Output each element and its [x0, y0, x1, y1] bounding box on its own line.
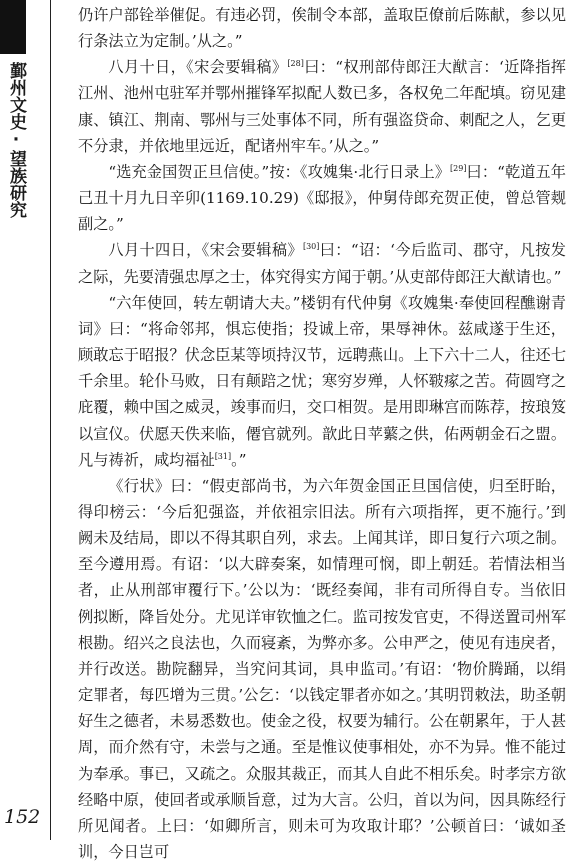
- footnote-ref: [30]: [302, 242, 320, 252]
- paragraph: [78, 54, 566, 159]
- paragraph: [78, 159, 566, 237]
- paragraph-text: “六年使回，转左朝请大夫。”楼钥有代仲舅《攻媿集·奉使回程醮谢青词》曰：“将命邻邦，惧忘使指；投诚上帝，果辱神休。兹咸遂于生还，顾敢忘于昭报？伏念臣某等顷持汉节，远聘燕山。上下六十二人，往还七千余里。轮仆马败，日有颠踣之忧；寒穷岁殚，人怀皲瘃之苦。荷圆穹之庇覆，赖中国之威灵，竣事而归，交口相贺。是用即琳宫而陈荐，按琅笈以宣仪。伏愿天佚来临，僊官就列。歆此日苹蘩之供，佑两朝金石之盟。凡与祷祈，咸均福祉: [78, 293, 566, 469]
- paragraph: [78, 237, 566, 289]
- paragraph-text: 。”: [231, 450, 247, 469]
- body-text: [78, 2, 566, 865]
- page-number: 152: [4, 806, 41, 828]
- paragraph-text: 八月十日，《宋会要辑稿》: [108, 58, 288, 77]
- running-title: 鄞州文史·望族研究: [6, 62, 26, 218]
- paragraph-text: “选充金国贺正旦信使。”按：《攻媿集·北行日录上》: [108, 162, 451, 181]
- paragraph-text: 曰：“诏：‘今后监司、郡守，凡按发之际，先要清强忠厚之士，体究得实方闻于朝。’从吏部侍郎汪大猷请也。”: [78, 241, 566, 286]
- footnote-ref: [31]: [214, 451, 232, 461]
- footnote-ref: [28]: [287, 59, 304, 69]
- paragraph: [78, 473, 566, 865]
- paragraph-text: 仍许户部铨举催促。有违必罚，俟制令本部，盖取臣僚前后陈献，参以见行条法立为定制。’从之。”: [78, 6, 566, 51]
- paragraph-text: 曰：“乾道五年己丑十月九日辛卯(1169.10.29)《邸报》，仲舅侍郎充贺正使，曾总管觌副之。”: [78, 162, 566, 234]
- sidebar: [0, 0, 51, 840]
- black-tab-marker: [0, 0, 26, 54]
- footnote-ref: [29]: [450, 163, 467, 173]
- paragraph: [78, 2, 566, 54]
- paragraph-text: 八月十四日，《宋会要辑稿》: [108, 241, 303, 260]
- paragraph-text: 曰：“权刑部侍郎汪大猷言：‘近降指挥江州、池州屯驻军并鄂州摧锋军拟配人数已多，各权免二年配填。窃见建康、镇江、荆南、鄂州与三处事体不同，所有强盗贷命、刺配之人，乞更不分隶，并依地里远近，配诸州牢车。’从之。”: [78, 58, 566, 155]
- paragraph: [78, 290, 566, 473]
- paragraph-text: 《行状》曰：“假吏部尚书，为六年贺金国正旦国信使，归至盱眙，得印榜云：‘今后犯强盗，并依祖宗旧法。所有六项指挥，更不施行。’到阙未及结局，即以不得其职自列，求去。上闻其详，即日复行六项之制。至今遵用焉。有诏：‘以大辟奏案，如情理可悯，即上朝廷。若情法相当者，止从刑部审覆行下。’公以为：‘既经奏闻，非有司所得自专。当依旧例拟断，降旨处分。尤见详审钦恤之仁。监司按发官吏，不得送置司州军根勘。绍兴之良法也，久而寝紊，为弊亦多。公申严之，使见有违戾者，并行改送。勘院翻异，当究问其词，具申监司。’有诏：‘物价腾踊，以绢定罪者，每匹增为三贯。’公乞：‘以钱定罪者亦如之。’其明罚敕法，助圣朝好生之德者，未易悉数也。使金之役，权要为辅行。公在朝累年，于人甚周，而介然有守，未尝与之通。至是惟议使事相处，亦不为异。惟不能过为奉承。事已，又疏之。众服其裁正，而其人自此不相乐矣。时孝宗方欲经略中原，使回者或承顺旨意，过为大言。公归，首以为问，因具陈经行所见闻者。上曰：‘如卿所言，则未可为攻取计耶？’公顿首曰：‘诚如圣训，今日岂可: [78, 476, 566, 861]
